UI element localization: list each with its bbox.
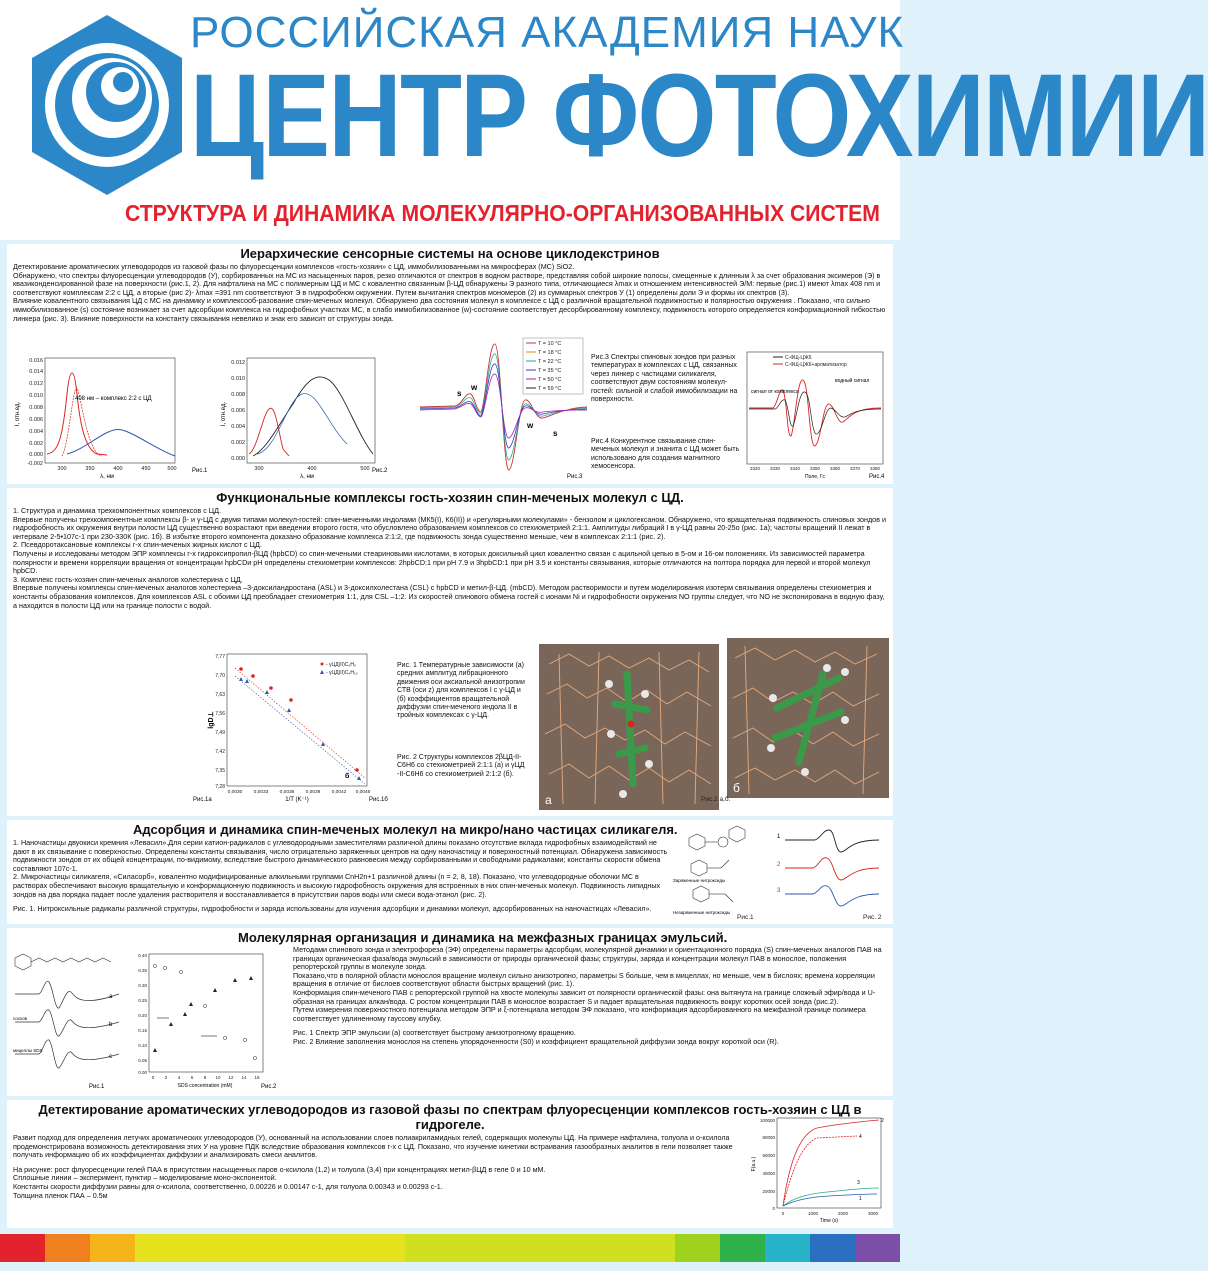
- s5-p3: Сплошные линии – эксперимент, пунктир – моделирование моно-экспонентой.: [13, 1173, 277, 1183]
- s2-p3: 2. Псевдоротаксановые комплексы г-х спин-меченых жирных кислот с ЦД.: [13, 540, 262, 550]
- s1f1-xlabel: λ, нм: [100, 474, 114, 480]
- s4-p2: Показано,что в полярной области монослоя вращение молекул сильно анизотропно, параметры S больше, чем в мицеллах, но меньше, чем в бислоях; времена корреляции вращения в отличие от бислоев соответствуют области быстрых вращений (рис. 1).: [293, 970, 875, 989]
- s1f3-w: w: [471, 383, 478, 392]
- s4f2-tx5: 10: [215, 1075, 221, 1080]
- s5c-ylabel: F(a.u.): [751, 1156, 757, 1172]
- section-4: [7, 928, 893, 1096]
- section-2: [7, 488, 893, 816]
- s4-p4: Путем измерения поверхностного потенциала методом ЭПР и ξ-потенциала методом ЭФ показано, что конформация адсорбированного на межфазной границе полимера соответствует удлиненному гауссову клубку.: [293, 1005, 866, 1023]
- s3-struct-label1: Незаряженные нитроксиды: [673, 910, 731, 915]
- s4f2-tx7: 14: [241, 1075, 247, 1080]
- s2f1-ty7: 7,28: [215, 784, 225, 790]
- logo-icon: [22, 10, 192, 200]
- footer-color-block: [720, 1234, 765, 1262]
- s4f2-tx8: 16: [254, 1075, 260, 1080]
- s1f2-ylabel: I, отн.ед.: [221, 401, 227, 427]
- s2f1-leg0: - γЦД(II)C₆H₆: [326, 662, 357, 668]
- s1f3-s: s: [457, 389, 462, 398]
- s4f2-tx2: 4: [177, 1075, 181, 1080]
- s4f1-side1: мицеллы SDS: [13, 1048, 43, 1053]
- s2f1-tx1: 0,0033: [253, 790, 269, 795]
- s2f1-tx4: 0,0042: [331, 790, 347, 795]
- s2f1-ty5: 7,42: [215, 749, 225, 755]
- s2f1-ty0: 7,77: [215, 654, 225, 660]
- s1f3-leg3: T = 35 °C: [538, 368, 562, 374]
- s1f2-ty5: 0.002: [231, 440, 245, 446]
- s1f4-tx0: 3320: [749, 466, 761, 471]
- s3-cap1: Рис.1: [737, 914, 754, 921]
- s4-p3: Конформация спин-меченого ПАВ с репортерской группой на хвосте молекулы зависит от полярности органической фазы: она вытянута на границе сложный эфир/вода и U-образная на границах алкан/вода. С ростом концентрации ПАВ в монослое возрастает S и падает вращательная подвижность вокруг коротких осей зонда (рис.2).: [293, 987, 876, 1006]
- s1f4-caption: Рис.4: [869, 474, 885, 480]
- s4f1-label-c: c: [109, 1054, 112, 1060]
- s1f2-ty2: 0.008: [231, 392, 245, 398]
- s2-p2: Впервые получены трехкомпонентные комплексы β- и γ-ЦД с двумя типами молекул-гостей: спин-меченными индолами (МК5(I), К6(II)) и «регулярными молекулами» - бензолом и циклогексаном. Обнаружено, что вращательная подвижность спиновых зондов и гидрофобность их окружения внутри полости ЦД существенно возрастают при введении второго гостя, что обусловлено образованием комплексов со стехиометрией 2:1:1. Амплитуды либраций I в γ-ЦД равны 20-25о (рис. 1а); частоты вращений II лежат в интервале 2-5•107с-1 при 230-330К (рис. 1б). В избытке второго компонента доказано образование комплекса 2:1:2, где подвижность зонда существенно меньше, чем в комплексах 2:1:1 (рис. 2).: [13, 514, 886, 541]
- footer-color-block: [810, 1234, 855, 1262]
- s4f2-ty8: 0.00: [138, 1070, 147, 1075]
- s5c-tx1: 1000: [807, 1211, 819, 1216]
- s1f1-tx2: 400: [113, 466, 123, 472]
- s1f3-leg2: T = 22 °C: [538, 359, 562, 365]
- s2-mol-a-label: а: [545, 793, 552, 807]
- s2-mol-b-label: б: [733, 781, 740, 795]
- s1f3-leg0: T = 10 °C: [538, 341, 562, 347]
- s2f1-tx5: 0,0045: [355, 790, 371, 795]
- s4f2-tx1: 2: [164, 1075, 168, 1080]
- s1f4-tx2: 3340: [789, 466, 801, 471]
- s2f1-tx3: 0,0039: [305, 790, 321, 795]
- s4-p1: Методами спинового зонда и электрофореза (ЭФ) определены параметры адсорбции, молекулярной динамики и ориентационного порядка (S) спин-меченых аналогов ПАВ на границах органическая фаза/вода эмульсий в зависимости от природы органической фазы; структуры, заряда и концентрации молекул ПАВ в монослое, положения репортерской группы в молекуле зонда.: [293, 945, 882, 972]
- s4f2-ty1: 0.35: [138, 968, 147, 973]
- s1f3-leg1: T = 18 °C: [538, 350, 562, 356]
- s1f4-leg0: С-ФЩ-ЦЖ6: [785, 355, 812, 361]
- s1f2-ty6: 0.000: [231, 456, 245, 462]
- s3-p3: Рис. 1. Нитроксильные радикалы различной структуры, гидрофобности и заряда использованы для изучения адсорбции и динамики молекул, адсорбированных на наночастицах «Левасил».: [13, 904, 652, 914]
- s1f1-caption: Рис.1: [192, 468, 208, 474]
- s2f1-caption-a: Рис.1а: [193, 797, 212, 803]
- s4f2-ty5: 0.15: [138, 1028, 147, 1033]
- section-5-title: Детектирование ароматических углеводородов из газовой фазы по спектрам флуоресценции комплексов гость-хозяин с ЦД в гидрогеле.: [38, 1102, 862, 1132]
- s1f1-ylabel: I, отн.ед.: [15, 401, 21, 427]
- s4-figure-1: [9, 948, 127, 1092]
- s4f1-label-a: a: [109, 994, 113, 1000]
- footer-color-block: [675, 1234, 720, 1262]
- s2f1-leg1: - γЦД(II)C₆H₁₂: [326, 670, 358, 676]
- s1f1-ty1: 0.014: [29, 369, 43, 375]
- s1f2-xlabel: λ, нм: [300, 474, 314, 480]
- s3-spec-label2: 2: [777, 862, 781, 868]
- footer-color-block: [855, 1234, 900, 1262]
- footer-color-bar: [0, 1234, 900, 1262]
- s1f3-leg4: T = 50 °C: [538, 377, 562, 383]
- section-2-title: Функциональные комплексы гость-хозяин спин-меченых молекул с ЦД.: [216, 490, 684, 505]
- s3-spec-label1: 1: [777, 834, 781, 840]
- s4-cap1: Рис.1: [89, 1084, 105, 1090]
- s2f1-tx2: 0,0036: [279, 790, 295, 795]
- s2f1-ty6: 7,35: [215, 768, 225, 774]
- s1-figure-4: [743, 348, 889, 482]
- section-5: [7, 1100, 893, 1228]
- s1f4-tx1: 3330: [769, 466, 781, 471]
- s1f1-ty0: 0.016: [29, 358, 43, 364]
- section-3: [7, 820, 893, 924]
- s1f2-ty0: 0.012: [231, 360, 245, 366]
- s4f1-label-b: b: [109, 1022, 113, 1028]
- s3-struct-label0: Заряженные нитроксиды: [673, 878, 726, 883]
- footer-color-block: [765, 1234, 810, 1262]
- header-line3: СТРУКТУРА И ДИНАМИКА МОЛЕКУЛЯРНО-ОРГАНИЗОВАННЫХ СИСТЕМ: [125, 200, 880, 226]
- s1f2-ty1: 0.010: [231, 376, 245, 382]
- s2f1-ty3: 7,56: [215, 711, 225, 717]
- s1f2-ty4: 0.004: [231, 424, 245, 430]
- s1f4-tx4: 3360: [829, 466, 841, 471]
- s1f2-tx0: 300: [254, 466, 264, 472]
- s5c-ty5: 0: [772, 1206, 775, 1211]
- s3-spec-label3: 3: [777, 888, 781, 894]
- s4f2-xlabel: SDS concentration (mM): [177, 1083, 233, 1089]
- s4-text: [293, 946, 889, 1047]
- s1f4-ann2: водный сигнал: [835, 378, 870, 384]
- s1f1-ty4: 0.008: [29, 405, 43, 411]
- s1f3-w2: w: [527, 421, 534, 430]
- s1f3-s2: s: [553, 429, 558, 438]
- s5c-label1: 1: [859, 1196, 862, 1202]
- s1f1-ty6: 0.004: [29, 429, 43, 435]
- s2-fig-text1: Рис. 1 Температурные зависимости (а) средних амплитуд либрационного движения оси аксиальной анизотропии СТВ (оси z) для комплексов I с γ-ЦД и (б) коэффициентов вращательной диффузии спин-меченого индола II в тройных комплексах с γ-ЦД.: [397, 662, 525, 720]
- s5c-tx0: 0: [781, 1211, 785, 1216]
- s4f2-tx4: 8: [203, 1075, 207, 1080]
- s5c-tx2: 2000: [837, 1211, 849, 1216]
- s1f4-tx3: 3350: [809, 466, 821, 471]
- s1f2-caption: Рис.2: [372, 468, 388, 474]
- section-4-title: Молекулярная организация и динамика на межфазных границах эмульсий.: [238, 930, 728, 945]
- header-line2: ЦЕНТР ФОТОХИМИИ: [190, 50, 1208, 182]
- s4-p5: Рис. 1 Спектр ЭПР эмульсии (а) соответствует быстрому анизотропному вращению.: [293, 1028, 576, 1038]
- s2f1-ty2: 7,63: [215, 692, 225, 698]
- s1f4-leg1: С-ФЩ-ЦЖ6+ароматизатор: [785, 362, 847, 368]
- s2-mol-caption: Рис.2 а,б.: [701, 796, 731, 803]
- s1f1-ty5: 0.006: [29, 417, 43, 423]
- s1f4-tx5: 3370: [849, 466, 861, 471]
- s4f2-tx3: 6: [190, 1075, 194, 1080]
- s1-figure-1: [7, 354, 222, 482]
- s5c-ty0: 100000: [759, 1118, 775, 1123]
- section-3-title: Адсорбция и динамика спин-меченых молекул на микро/нано частицах силикагеля.: [133, 822, 678, 837]
- s3-cap2: Рис. 2: [863, 914, 882, 921]
- s1-p1: Детектирование ароматических углеводородов из газовой фазы по флуоресценции комплексов «гость-хозяин» с ЦД, иммобилизованными на микросферах (МС) SiO2.: [13, 262, 575, 271]
- s1-figure-2: [217, 354, 397, 482]
- s1f1-tx0: 300: [57, 466, 67, 472]
- s5-p4: Константы скорости диффузии равны для о-ксилола, соответственно, 0.00226 и 0.00147 с-1, для толуола 0.00343 и 0.00293 с-1.: [13, 1181, 443, 1191]
- s1f1-ty2: 0.012: [29, 381, 43, 387]
- s4f2-ty6: 0.10: [138, 1043, 147, 1048]
- s5c-label4: 4: [859, 1134, 862, 1140]
- s2f1-ty4: 7,49: [215, 730, 225, 736]
- s2-molecule-b: [727, 638, 889, 798]
- s4f2-ty4: 0.20: [138, 1013, 147, 1018]
- s5c-ty3: 40000: [762, 1171, 775, 1176]
- s5c-label3: 3: [857, 1180, 860, 1186]
- s1f1-ty9: -0.002: [27, 461, 43, 467]
- s2f1-xlabel: 1/T (K⁻¹): [285, 797, 309, 803]
- s1-fig4-text: Рис.4 Конкурентное связывание спин-меченых молекул и знанита с ЦД может быть использовано для создания магнитного хемосенсора.: [591, 438, 740, 471]
- s5-kinetics-chart: [747, 1114, 889, 1226]
- s1f1-ty7: 0.002: [29, 441, 43, 447]
- s2-figure-1: [157, 650, 397, 810]
- s3-p1: 1. Наночастицы двуокиси кремния «Левасил».Для серии катион-радикалов с углеводородными заместителями различной длины показано отсутствие вклада гидрофобных взаимодействий не дают в их связывание с поверхностью. Определены константы связывания, число отрицательно заряженных центров на одну наночастицу и поверхностный потенциал. Обнаружена зависимость подвижности зондов от их общей концентрации, по-видимому, вследствие быстрого динамического равновесия между сорбированными и свободными радикалами; константы скорости обмена составляют 107с-1.: [13, 838, 668, 873]
- s2-p5: 3. Комплекс гость-хозяин спин-меченых аналогов холестерина с ЦД.: [13, 574, 243, 584]
- s1f1-ty3: 0.010: [29, 393, 43, 399]
- s1f1-ty8: 0.000: [29, 452, 43, 458]
- s2-fig-text2: Рис. 2 Структуры комплексов 2βЦД-II-С6Н6 со стехиометрией 2:1:1 (а) и γЦД -II-С6Н6 со стехиометрией 2:1:2 (б).: [397, 754, 525, 778]
- s1f1-annotation: 408 нм – комплекс 2:2 с ЦД: [75, 396, 152, 402]
- s5-p5: Толщина пленок ПАА – 0.5м: [13, 1190, 108, 1200]
- s2-p1: 1. Структура и динамика трехкомпонентных комплексов с ЦД.: [13, 506, 221, 515]
- s4f2-ty2: 0.30: [138, 983, 147, 988]
- s2f1-label-b: б: [345, 773, 350, 780]
- s4-figure-2: [125, 948, 285, 1092]
- s3-structures: [669, 824, 769, 920]
- s5c-ty1: 80000: [762, 1135, 775, 1140]
- s5c-ty4: 20000: [762, 1189, 775, 1194]
- header-line1: РОССИЙСКАЯ АКАДЕМИЯ НАУК: [190, 8, 905, 57]
- s1f4-xlabel: Поле, Гс: [805, 474, 825, 480]
- s1f3-leg5: T = 59 °C: [538, 386, 562, 392]
- s1f1-tx1: 350: [85, 466, 95, 472]
- s2-p4: Получены и исследованы методом ЭПР комплексы г-х гидроксипропил-βЦД (hpbCD) со спин-мечеными стеариновыми кислотами, в которых доксильный цикл ковалентно связан с ацильной цепью в 5-ом и 16-ом положениях. Из зависимостей параметра полярности и времени корреляции вращения от концентрации hpbCDи pH определены стехиометрии комплексов: 2hpbCD:1 при pH 7.9 и 3hpbCD:1 при pH 3.5 и константы связывания, которые отличаются на полтора порядка для первой и второй молекул hpbCD.: [13, 548, 871, 576]
- s2f1-tx0: 0,0030: [227, 790, 243, 795]
- s3-p2: 2. Микрочастицы силикагеля, «Силасорб», ковалентно модифицированные алкильными группами CnH2n+1 различной длины (n = 2, 8, 18). Показано, что углеводородные оболочки МС в растворах обеспечивают высокую вращательную и конформационную подвижность и высокую гидрофобность окружения для встроенных в них спин-меченых молекул. Подвижность липидных зондов на два порядка падает после удаления растворителя и восстанавливается в присутствии паров воды или смеси вода-этанол (рис. 2).: [13, 872, 661, 899]
- s1f1-tx3: 450: [141, 466, 151, 472]
- header: [0, 0, 1208, 240]
- s2f1-ylabel: lgD⊥: [208, 711, 215, 729]
- s4f1-side0: сосков: [13, 1016, 27, 1021]
- s5c-ty2: 60000: [762, 1153, 775, 1158]
- s2f1-ty1: 7,70: [215, 673, 225, 679]
- footer-color-block: [90, 1234, 135, 1262]
- s1-p3: Влияние ковалентного связывания ЦД с МС на динамику и комплексооб-разование спин-меченых молекул. Обнаружено два состояния молекул в комплексе с ЦД с различной вращательной подвижностью и полярностью окружения . Показано, что сильно иммобилизованное (s) состояние возникает за счет адсорбции комплекса на гидрофобных участках МС, в слабо иммобилизованное (w)-состояние соответствует десорбированному комплексу, подвижность которого определяется конформационной гибкостью линкера (рис. 3). Влияние поверхности на константу связывания невелико и знак его зависит от структуры зонда.: [13, 296, 886, 323]
- s1f3-caption: Рис.3: [567, 474, 583, 480]
- s5c-xlabel: Time (s): [819, 1218, 839, 1224]
- s1-figure-3: [415, 332, 590, 482]
- s1f1-tx4: 500: [167, 466, 177, 472]
- s1f2-tx2: 500: [360, 466, 370, 472]
- s1-p2: Обнаружено, что спектры флуоресценции углеводородов (У), сорбированных на МС из насыщенных паров, резко отличаются от спектров в водном растворе, представляя собой широкие полосы, смещенные к длинным λ за счет образования эксимеров (Э) в квазиконденсированной фазе на поверхности (рис.1, 2). Для нафталина на МС с полимерным ЦД и МС с ковалентно связанным β-ЦД обнаружены Э разного типа, отличающиеся λmax и отношением интенсивностей Э/М: первые (рис.1) имеют λmax 408 nm и соответствуют комплексам 2:2 с ЦД, а вторые (рис 2)- λmax =391 nm соответствуют Э в гидрофобном окружении. Путем вычитания спектров мономеров (2) из суммарных спектров У (1) определены доли Э и формы их спектров (3).: [13, 270, 881, 297]
- s1-fig3-text: Рис.3 Спектры спиновых зондов при разных температурах в комплексах с ЦД, связанных через линкер с частицами силикагеля, соответствуют двум состояниям молекул-гостей: сильной и слабой иммобилизации на поверхности.: [591, 354, 738, 404]
- footer-color-block: [0, 1234, 45, 1262]
- s2-p6: Впервые получены комплексы спин-меченых аналогов холестерина –3-доксиландростана (ASL) и 3-доксилхолестана (CSL) с hpbCD и метил-β-ЦД. (mbCD). Методом растворимости и путем моделирования изотерм связывания определены стехиометрия и константы образования комплексов. Для комплексов ASL с обоими ЦД преобладает стехиометрия 1:1, для CSL –1:2. Из скоростей спинового обмена гостей с ионами Ni и гидрофобности окружения NO группы следует, что NO не экспонирована в водную фазу, а находится в полости ЦД или на границе полости с водой.: [13, 583, 885, 610]
- s5-p1: Развит подход для определения летучих ароматических углеводородов (У), основанный на использовании слоев полиакриламидных гелей, содержащих молекулы ЦД. На примере нафталина, толуола и о-ксилола продемонстрирована возможность детектирования этих У на уровне ПДК вследствие образования комплексов г-х с ЦД. Показано, что изучение кинетики встраивания газообразных аналитов в гели позволяет также получать информацию об их коэффициентах диффузии и анализировать смеси аналитов.: [13, 1133, 733, 1160]
- s2-molecule-a: [539, 644, 719, 810]
- footer-color-block: [405, 1234, 675, 1262]
- s2f1-caption-b: Рис.1б: [369, 797, 388, 803]
- s4-cap2: Рис.2: [261, 1084, 277, 1090]
- s4f2-ty7: 0.05: [138, 1058, 147, 1063]
- s4f2-ty0: 0.40: [138, 953, 147, 958]
- s1f4-ann1: сигнал от комплекса: [751, 389, 799, 395]
- s4-p6: Рис. 2 Влияние заполнения монослоя на степень упорядоченности (S0) и коэффициент вращательной диффузии зонда вокруг короткой оси (R).: [293, 1036, 779, 1046]
- s1f2-tx1: 400: [307, 466, 317, 472]
- section-1-title: Иерархические сенсорные системы на основе циклодекстринов: [240, 246, 660, 261]
- s4f2-tx6: 12: [228, 1075, 234, 1080]
- s1f2-ty3: 0.006: [231, 408, 245, 414]
- s5c-tx3: 3000: [867, 1211, 879, 1216]
- section-1: [7, 244, 893, 484]
- s1f4-tx6: 3380: [869, 466, 881, 471]
- s3-spectra: [775, 824, 885, 916]
- footer-color-block: [45, 1234, 90, 1262]
- s4f2-ty3: 0.25: [138, 998, 147, 1003]
- s4f2-tx0: 0: [151, 1075, 155, 1080]
- s5c-label2: 2: [881, 1118, 884, 1124]
- footer-color-block: [135, 1234, 405, 1262]
- s5-p2: На рисунке: рост флуоресценции гелей ПАА в присутствии насыщенных паров о-ксилола (1,2) и толуола (3,4) при концентрациях метил-βЦД в геле 0 и 10 мМ.: [13, 1164, 546, 1174]
